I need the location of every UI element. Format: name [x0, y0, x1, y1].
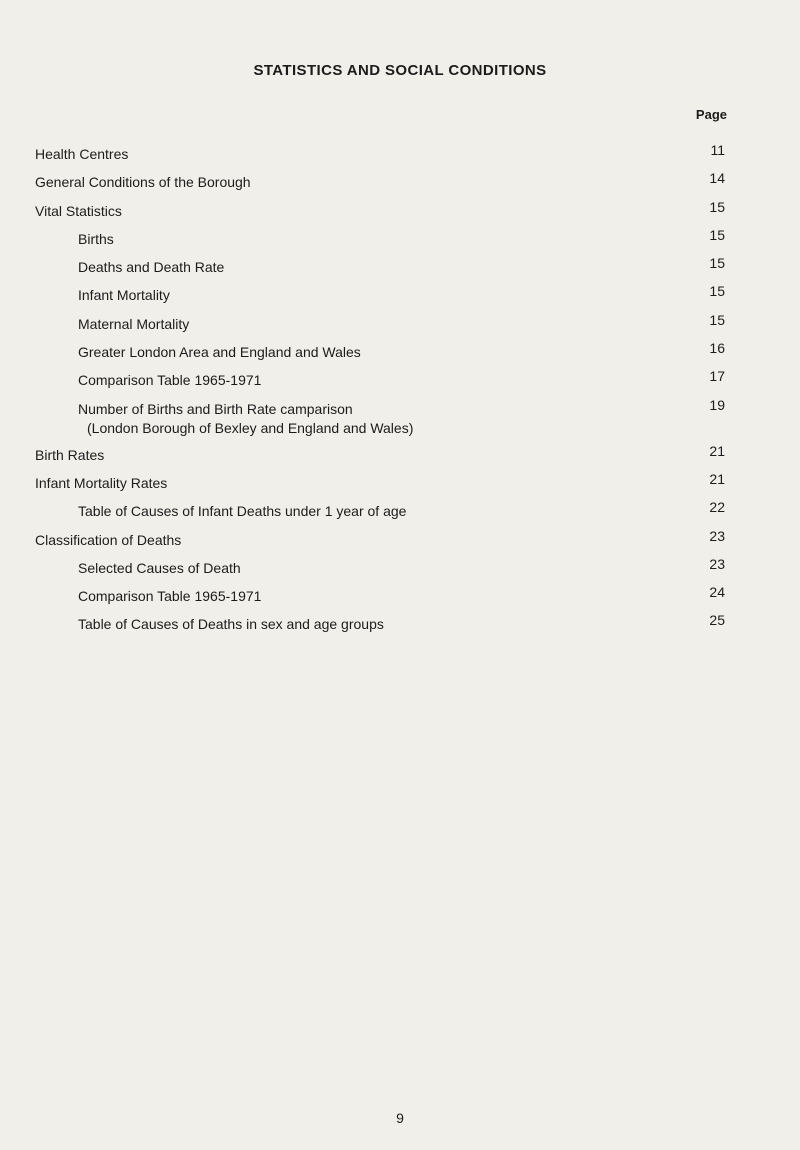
toc-entry-birth-rates — [35, 442, 725, 475]
toc-entry-page: 23 — [709, 555, 725, 572]
toc-entry-page: 15 — [709, 311, 725, 328]
page-title: STATISTICS AND SOCIAL CONDITIONS — [253, 62, 547, 79]
toc-entry-label: Selected Causes of Death — [78, 559, 241, 576]
toc-entry-page: 15 — [709, 255, 725, 272]
toc-entry-births-comparison — [35, 396, 725, 447]
toc-entry-page: 17 — [709, 368, 725, 385]
toc-entry-page: 11 — [710, 142, 725, 158]
toc-entry-selected-causes — [35, 555, 725, 588]
toc-entry-health-centres — [35, 142, 725, 174]
toc-entry-label: Number of Births and Birth Rate camparison — [78, 400, 353, 417]
toc-entry-infant-mortality-rates — [35, 470, 725, 503]
toc-entry-label: Birth Rates — [35, 446, 105, 463]
toc-entry-page: 24 — [709, 584, 725, 601]
page-column-header: Page — [695, 107, 727, 122]
toc-entry-page: 22 — [709, 499, 725, 516]
toc-entry-vital-statistics — [35, 198, 725, 231]
toc-entry-label: Deaths and Death Rate — [78, 259, 225, 276]
toc-entry-infant-deaths-table — [35, 499, 725, 531]
footer-page-number: 9 — [396, 1110, 404, 1126]
toc-entry-page: 15 — [709, 226, 725, 243]
toc-entry-label: General Conditions of the Borough — [35, 174, 251, 191]
toc-entry-comparison-table-1 — [35, 368, 725, 400]
toc-entry-label: Infant Mortality Rates — [35, 474, 168, 491]
toc-entry-label: Births — [78, 230, 114, 247]
table-of-contents — [35, 142, 725, 645]
toc-entry-births — [35, 226, 725, 259]
toc-entry-page: 21 — [709, 470, 725, 487]
toc-entry-maternal-mortality — [35, 311, 725, 344]
toc-entry-page: 19 — [709, 396, 725, 413]
toc-entry-page: 16 — [709, 340, 725, 357]
toc-entry-label: Table of Causes of Deaths in sex and age groups — [78, 616, 384, 633]
toc-entry-label: Comparison Table 1965-1971 — [78, 588, 262, 605]
toc-entry-page: 14 — [709, 170, 725, 187]
toc-entry-page: 23 — [709, 527, 725, 544]
toc-entry-deaths-death-rate — [35, 255, 725, 287]
toc-entry-page: 25 — [709, 612, 725, 629]
toc-entry-label: Classification of Deaths — [35, 531, 182, 548]
toc-entry-label: Vital Statistics — [35, 202, 122, 219]
toc-entry-label: Greater London Area and England and Wales — [78, 344, 361, 361]
toc-entry-page: 21 — [709, 442, 725, 459]
toc-entry-comparison-table-2 — [35, 584, 725, 616]
toc-entry-greater-london — [35, 340, 725, 372]
toc-entry-label: Maternal Mortality — [78, 315, 190, 332]
toc-entry-label: Infant Mortality — [78, 287, 170, 304]
toc-entry-label: Health Centres — [35, 146, 129, 162]
toc-entry-general-conditions — [35, 170, 725, 202]
toc-entry-page: 15 — [709, 198, 725, 215]
toc-entry-classification-of-deaths — [35, 527, 725, 560]
toc-entry-infant-mortality — [35, 283, 725, 315]
toc-entry-sublabel: (London Borough of Bexley and England and Wales) — [87, 419, 414, 436]
toc-entry-deaths-sex-age-table — [35, 612, 725, 644]
toc-entry-page: 15 — [709, 283, 725, 300]
toc-entry-label: Comparison Table 1965-1971 — [78, 372, 262, 389]
toc-entry-label: Table of Causes of Infant Deaths under 1 year of age — [78, 503, 407, 520]
